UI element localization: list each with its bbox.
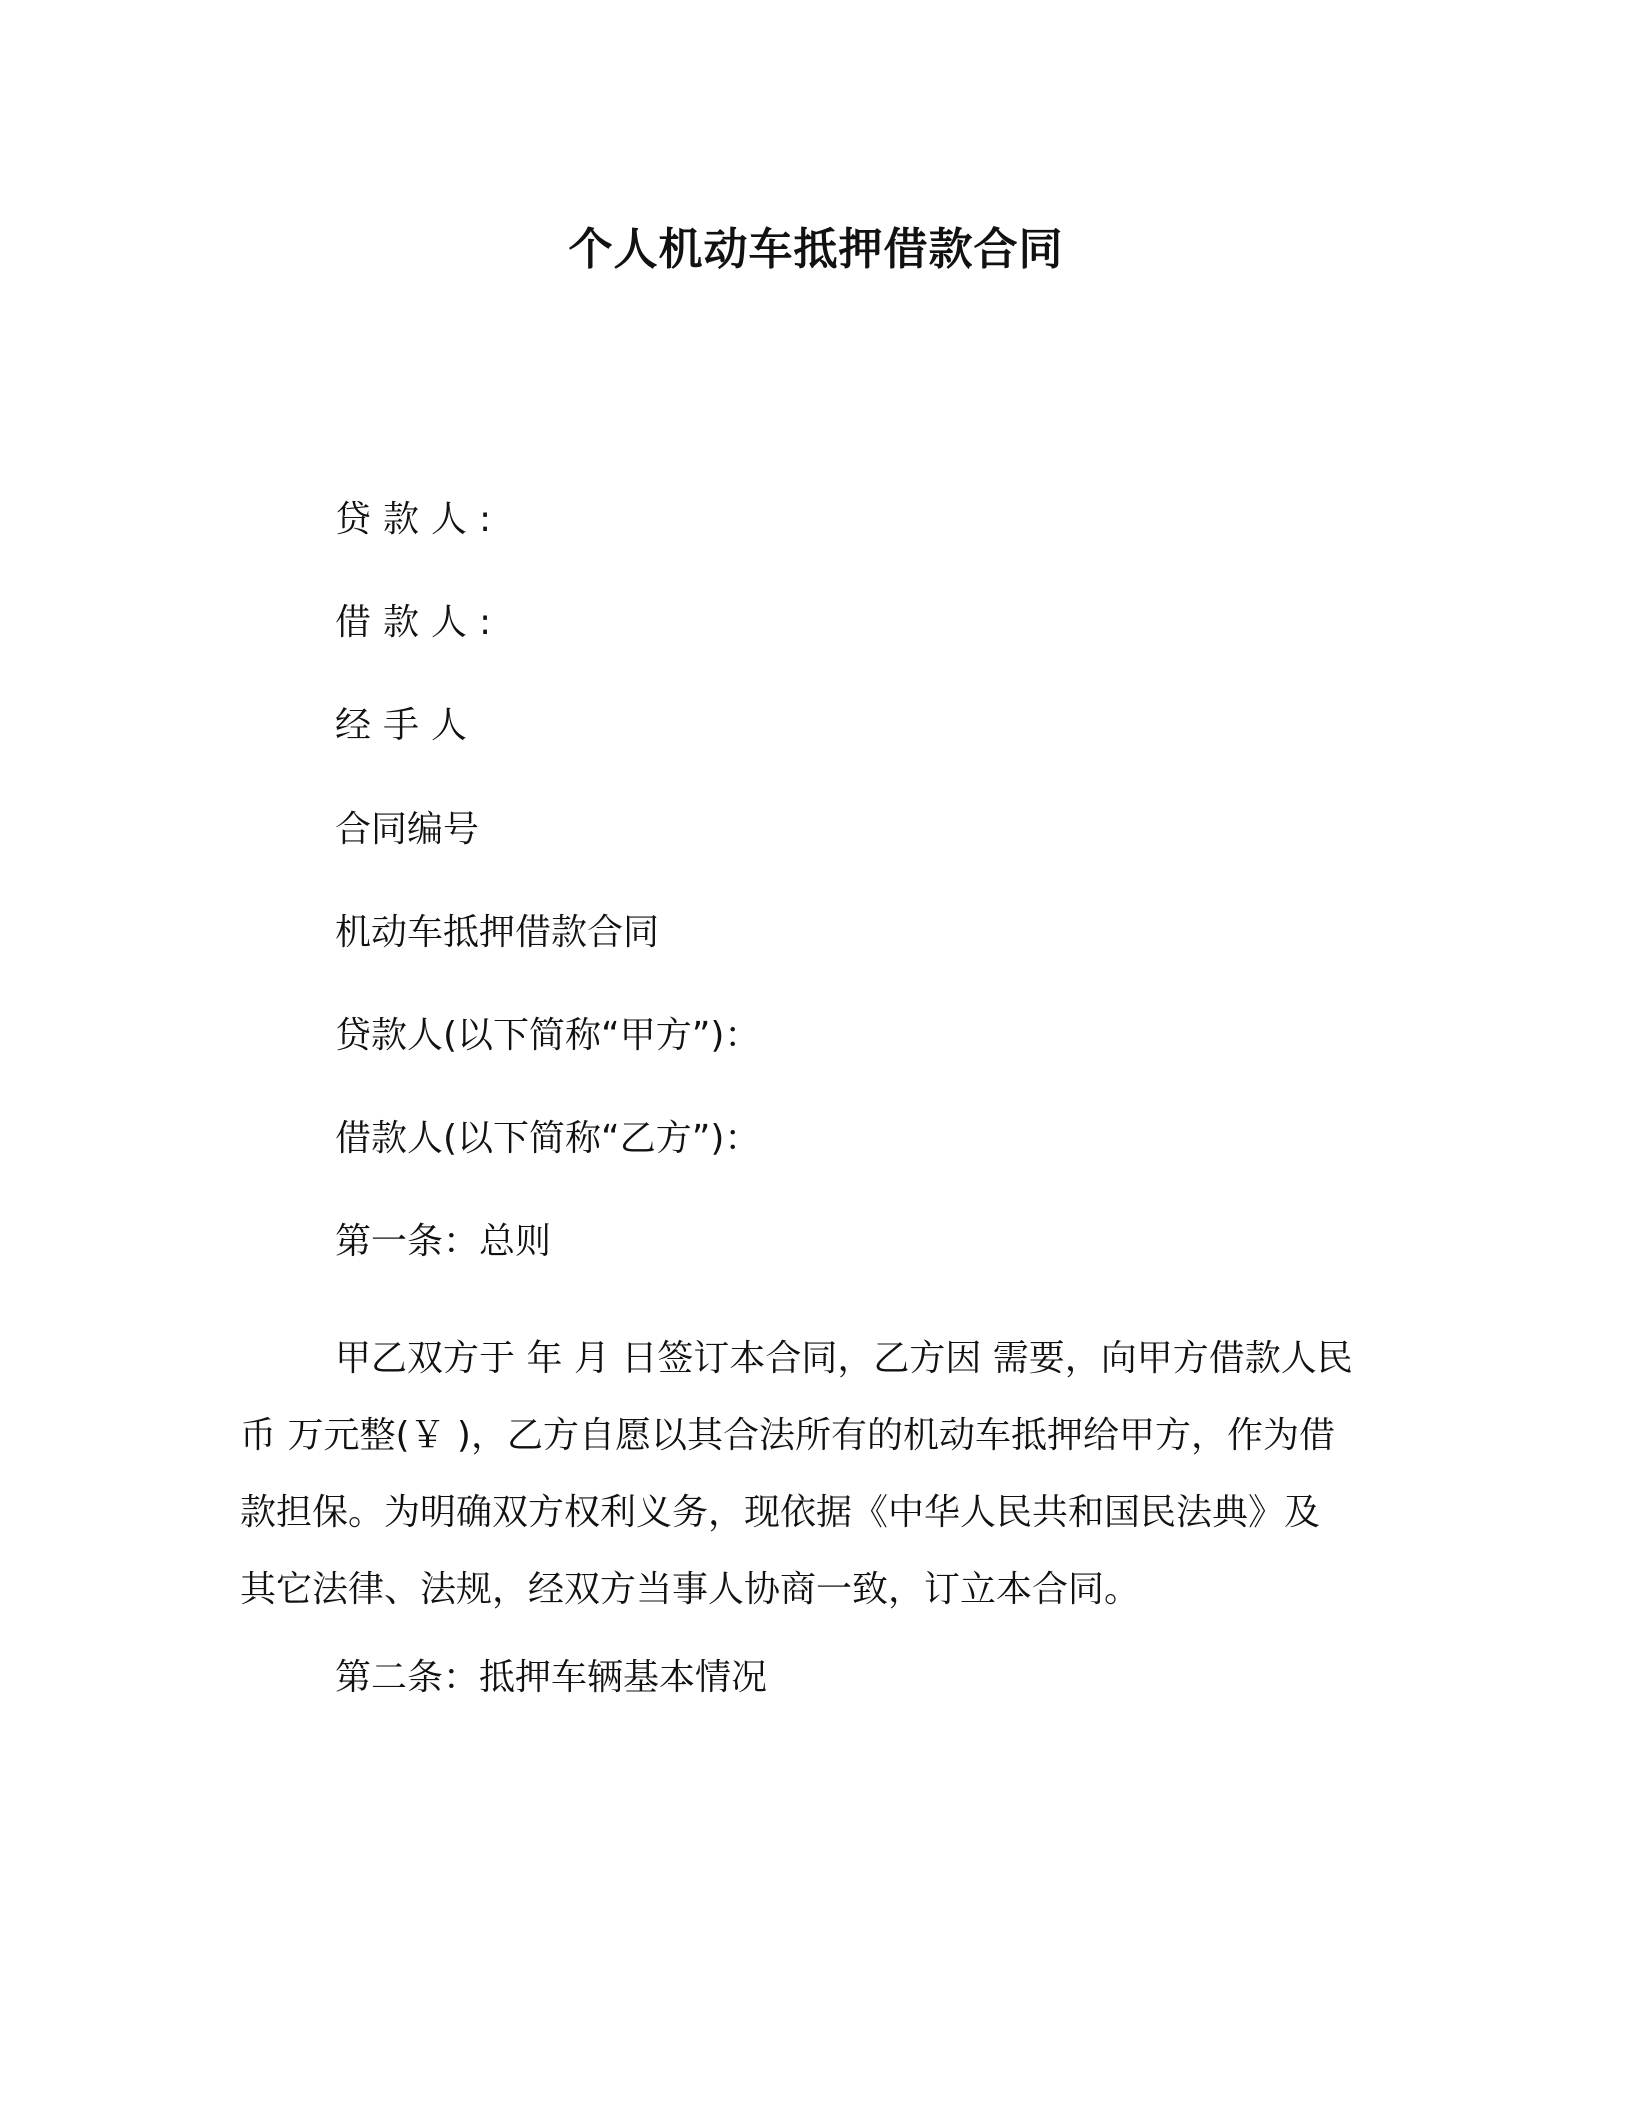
contract-number-label: 合同编号 [335, 809, 480, 850]
document-title: 个人机动车抵押借款合同 [568, 224, 1064, 275]
party-a-definition: 贷款人(以下简称“甲方”)： [335, 1015, 761, 1056]
article-1-paragraph [240, 1320, 1375, 1628]
article-1-line: 款担保。为明确双方权利义务，现依据《中华人民共和国民法典》及 [240, 1492, 1321, 1533]
contract-subtitle: 机动车抵押借款合同 [335, 912, 660, 953]
article-1-line: 甲乙双方于 年 月 日签订本合同，乙方因 需要，向甲方借款人民 [335, 1338, 1353, 1379]
article-1-heading: 第一条：总则 [335, 1221, 552, 1262]
article-2-heading: 第二条：抵押车辆基本情况 [335, 1657, 768, 1698]
article-1-line: 币 万元整(￥ )，乙方自愿以其合法所有的机动车抵押给甲方，作为借 [240, 1415, 1335, 1456]
agent-field-label: 经手人 [335, 705, 480, 746]
lender-field-label: 贷款人: [335, 499, 504, 540]
article-1-line: 其它法律、法规，经双方当事人协商一致，订立本合同。 [240, 1569, 1141, 1610]
party-b-definition: 借款人(以下简称“乙方”)： [335, 1118, 761, 1159]
borrower-field-label: 借款人: [335, 602, 504, 643]
